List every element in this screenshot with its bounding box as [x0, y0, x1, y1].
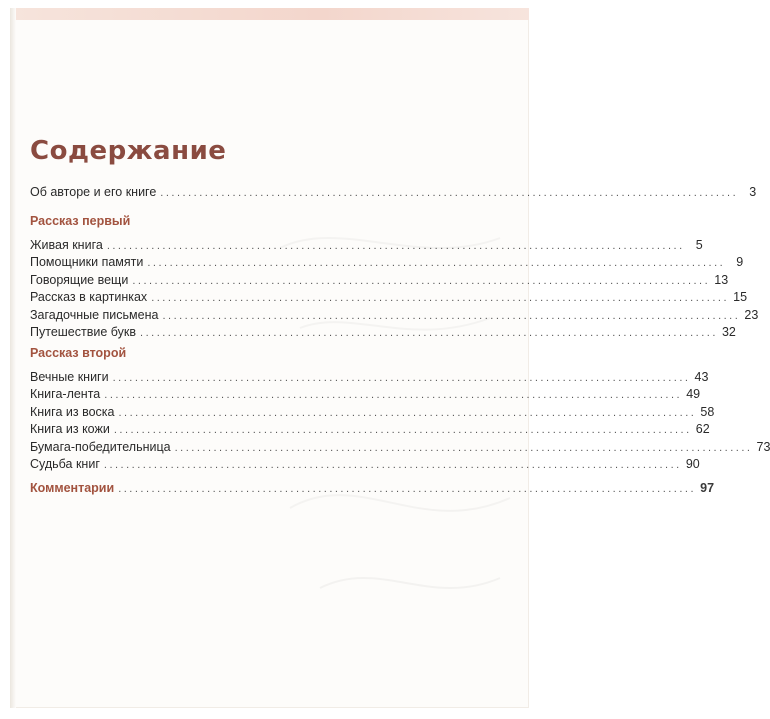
- leader-dots: ........................................................................................................: [160, 187, 739, 199]
- toc-entry-page: 49: [686, 387, 701, 402]
- toc-entry-page: 5: [695, 238, 703, 252]
- toc-entry-page: 58: [700, 404, 715, 419]
- toc-entry-page: 32: [721, 324, 736, 339]
- toc-entry: [30, 404, 715, 422]
- toc-entry-label: Книга из кожи: [30, 422, 110, 437]
- toc-entry-page: 73: [756, 439, 770, 454]
- book-page: [10, 8, 770, 708]
- toc-entry-label: Путешествие букв: [30, 324, 137, 339]
- leader-dots: ........................................................................................................: [112, 372, 691, 384]
- toc-entry-page: 13: [714, 272, 729, 287]
- section-heading: Рассказ второй: [30, 346, 127, 360]
- toc-entry: [30, 481, 715, 498]
- top-color-band: [10, 8, 529, 20]
- toc-entry-label: Об авторе и его книге: [30, 185, 157, 199]
- toc-entry-page: 97: [700, 481, 715, 495]
- leader-dots: ........................................................................................................: [162, 309, 741, 322]
- toc-entry: [30, 422, 710, 439]
- toc-section-1: [30, 214, 759, 342]
- toc-entry-label: Помощники памяти: [30, 255, 144, 270]
- spine-shadow: [10, 8, 16, 708]
- toc-entry-label: Вечные книги: [30, 370, 109, 384]
- toc-entry-page: 15: [733, 290, 748, 305]
- leader-dots: ........................................................................................................: [151, 292, 730, 305]
- leader-dots: ........................................................................................................: [140, 326, 718, 339]
- toc-entry: [30, 324, 736, 342]
- toc-entry: [30, 185, 757, 202]
- leader-dots: ........................................................................................................: [147, 257, 726, 270]
- toc-entry: [30, 255, 744, 272]
- toc-entry-label: Книга из воска: [30, 404, 115, 419]
- toc-entry: [30, 370, 709, 387]
- leader-dots: ........................................................................................................: [103, 458, 682, 471]
- leader-dots: ........................................................................................................: [118, 483, 697, 495]
- leader-dots: ........................................................................................................: [132, 274, 711, 287]
- leader-dots: ........................................................................................................: [113, 424, 692, 437]
- toc-entry-page: 9: [736, 255, 744, 270]
- toc-entry-page: 43: [694, 370, 709, 384]
- leader-dots: ........................................................................................................: [118, 406, 697, 419]
- toc-entry-label: Рассказ в картинках: [30, 290, 148, 305]
- toc-entry: [30, 456, 700, 474]
- leader-dots: ........................................................................................................: [174, 441, 753, 454]
- toc-comments: [30, 481, 715, 498]
- toc-entry-label: Бумага-победительница: [30, 439, 171, 454]
- toc-entry: [30, 290, 748, 307]
- toc-entry-label: Говорящие вещи: [30, 272, 129, 287]
- toc-entry-label: Судьба книг: [30, 456, 100, 471]
- toc-entry-label: Книга-лента: [30, 387, 101, 402]
- leader-dots: ........................................................................................................: [106, 240, 685, 252]
- toc-entry: [30, 272, 729, 290]
- toc-entry: [30, 307, 759, 325]
- page-title: Содержание: [30, 136, 227, 166]
- toc-entry-label: Живая книга: [30, 238, 103, 252]
- toc-section-2: [30, 346, 770, 474]
- toc-entry-page: 23: [744, 307, 759, 322]
- toc-entry-page: 3: [749, 185, 757, 199]
- toc-entry-page: 90: [685, 456, 700, 471]
- toc-intro: [30, 185, 757, 202]
- section-heading: Рассказ первый: [30, 214, 131, 228]
- toc-entry: [30, 238, 703, 255]
- toc-entry-page: 62: [695, 422, 710, 437]
- toc-entry: [30, 439, 770, 457]
- toc-entry-label: Загадочные письмена: [30, 307, 159, 322]
- toc-entry: [30, 387, 701, 404]
- toc-entry-label: Комментарии: [30, 481, 115, 495]
- leader-dots: ........................................................................................................: [104, 389, 683, 402]
